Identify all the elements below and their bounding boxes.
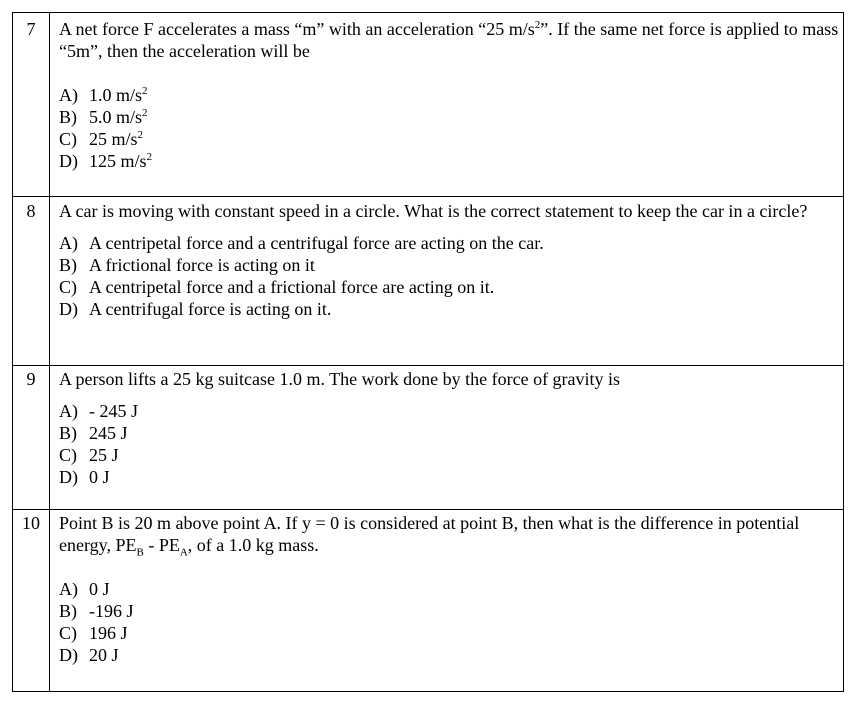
option [59,106,839,128]
option [59,578,839,600]
option [59,622,839,644]
option-text: 25 J [89,445,119,465]
option-superscript: 2 [142,85,148,97]
option-text: 196 J [89,623,128,643]
stem-superscript: 2 [534,19,541,31]
option-letter: C) [59,277,77,297]
option-text: 0 J [89,579,110,599]
option [59,444,839,466]
option [59,400,839,422]
option-text: 125 m/s [89,151,147,171]
option-text: A centripetal force and a frictional force are acting on it. [89,277,495,297]
option [59,600,839,622]
row-divider [13,365,843,366]
option-text: A centrifugal force is acting on it. [89,299,332,319]
option-letter: D) [59,299,78,319]
question-9 [59,368,839,488]
option-text: -196 J [89,601,134,621]
options-list [59,84,839,172]
option-letter: D) [59,645,78,665]
options-list [59,400,839,488]
option [59,298,839,320]
row-divider [13,196,843,197]
option-letter: A) [59,401,78,421]
option-text: A centripetal force and a centrifugal force are acting on the car. [89,233,544,253]
option-text: A frictional force is acting on it [89,255,315,275]
option-superscript: 2 [146,151,153,163]
option-text: - 245 J [89,401,138,421]
option-letter: B) [59,423,77,443]
option [59,232,839,254]
question-stem [59,18,839,62]
stem-text: , of a 1.0 kg mass. [187,535,319,555]
option-letter: C) [59,623,77,643]
option-text: 1.0 m/s [89,85,143,105]
question-number: 8 [26,201,36,221]
option-superscript: 2 [142,107,148,119]
option [59,84,839,106]
option [59,128,839,150]
question-number: 9 [26,369,36,389]
option-superscript: 2 [137,129,144,141]
option-letter: C) [59,445,77,465]
options-list [59,232,839,320]
stem-text: ”. If the same net force is applied to mass “5m”, then the acceleration will be [59,19,839,61]
option-letter: C) [59,129,77,149]
option-text: 245 J [89,423,128,443]
question-8 [59,200,839,320]
option-letter: A) [59,85,78,105]
option-letter: D) [59,467,78,487]
option-text: 0 J [89,467,110,487]
option [59,466,839,488]
questions-table [12,12,844,692]
option-letter: D) [59,151,78,171]
stem-text: Point B is 20 m above point A. If y = 0 is considered at point B, then what is the difference in potential energy, PE [59,513,800,555]
column-divider [49,13,50,691]
stem-subscript: B [136,546,144,559]
stem-text: - PE [143,535,180,555]
question-stem: A car is moving with constant speed in a circle. What is the correct statement to keep the car in a circle? [59,201,808,221]
option-letter: B) [59,255,77,275]
stem-subscript: A [179,546,188,559]
option-letter: B) [59,601,77,621]
option [59,644,839,666]
stem-text: A net force F accelerates a mass “m” with an acceleration “25 m/s [59,19,535,39]
option [59,150,839,172]
question-number: 7 [26,19,36,39]
question-number: 10 [22,513,40,533]
option-letter: A) [59,579,78,599]
row-divider [13,509,843,510]
option [59,276,839,298]
option-text: 5.0 m/s [89,107,143,127]
question-stem: A person lifts a 25 kg suitcase 1.0 m. The work done by the force of gravity is [59,369,621,389]
option-text: 20 J [89,645,119,665]
option-text: 25 m/s [89,129,138,149]
option-letter: B) [59,107,77,127]
option [59,422,839,444]
question-7 [59,18,839,172]
options-list [59,578,839,666]
option-letter: A) [59,233,78,253]
question-stem [59,512,839,559]
option [59,254,839,276]
question-10 [59,512,839,666]
